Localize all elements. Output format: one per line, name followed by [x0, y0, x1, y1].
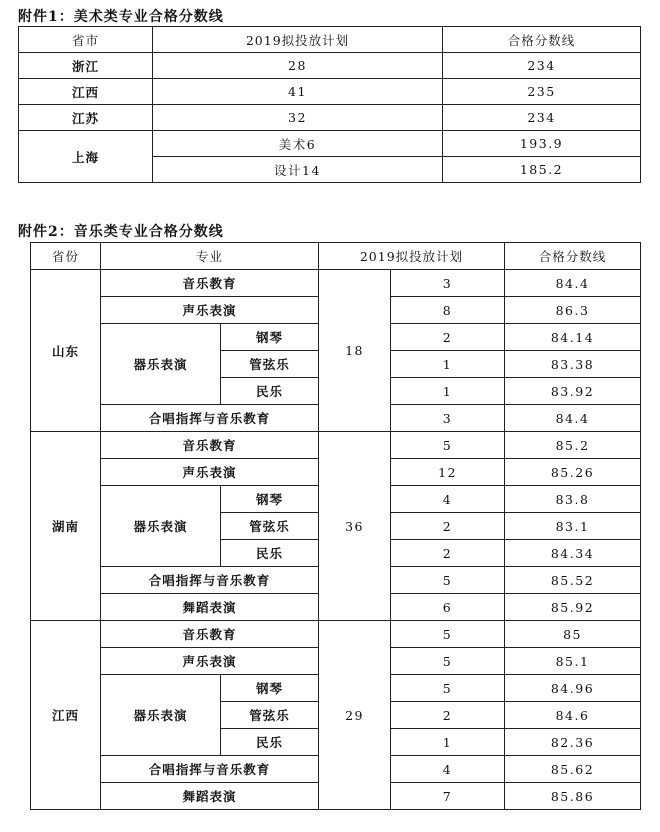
- major-cell: 合唱指挥与音乐教育: [101, 405, 319, 432]
- province-cell: 山东: [31, 270, 101, 432]
- score-cell: 84.4: [505, 270, 641, 297]
- plan-cell: 美术6: [153, 131, 443, 157]
- major-cell: 舞蹈表演: [101, 594, 319, 621]
- plan-cell: 7: [391, 783, 505, 810]
- plan-cell: 4: [391, 486, 505, 513]
- plan-cell: 2: [391, 513, 505, 540]
- score-cell: 84.4: [505, 405, 641, 432]
- score-cell: 234: [443, 53, 641, 79]
- plan-cell: 3: [391, 270, 505, 297]
- header-province: 省份: [31, 243, 101, 270]
- score-cell: 84.14: [505, 324, 641, 351]
- plan-cell: 3: [391, 405, 505, 432]
- major-cell: 音乐教育: [101, 270, 319, 297]
- score-cell: 85.86: [505, 783, 641, 810]
- sub-major-cell: 民乐: [221, 540, 319, 567]
- province-cell: 江苏: [19, 105, 153, 131]
- major-cell: 声乐表演: [101, 297, 319, 324]
- table-row: [31, 432, 641, 459]
- sub-major-cell: 钢琴: [221, 675, 319, 702]
- province-cell: 湖南: [31, 432, 101, 621]
- score-cell: 193.9: [443, 131, 641, 157]
- music-score-table: [30, 242, 641, 810]
- score-cell: 84.6: [505, 702, 641, 729]
- header-plan: 2019拟投放计划: [319, 243, 505, 270]
- score-cell: 86.3: [505, 297, 641, 324]
- province-cell: 江西: [19, 79, 153, 105]
- score-cell: 235: [443, 79, 641, 105]
- score-cell: 85.52: [505, 567, 641, 594]
- major-cell: 音乐教育: [101, 432, 319, 459]
- sub-major-cell: 钢琴: [221, 324, 319, 351]
- table-row: [19, 131, 641, 157]
- header-province: 省市: [19, 27, 153, 53]
- province-cell: 江西: [31, 621, 101, 810]
- score-cell: 82.36: [505, 729, 641, 756]
- score-cell: 85.1: [505, 648, 641, 675]
- sub-major-cell: 管弦乐: [221, 702, 319, 729]
- major-cell: 声乐表演: [101, 459, 319, 486]
- score-cell: 85.92: [505, 594, 641, 621]
- major-cell: 音乐教育: [101, 621, 319, 648]
- plan-cell: 12: [391, 459, 505, 486]
- table2-title: 附件2：音乐类专业合格分数线: [18, 224, 224, 240]
- table-row: [19, 53, 641, 79]
- plan-cell: 32: [153, 105, 443, 131]
- sub-major-cell: 民乐: [221, 729, 319, 756]
- major-cell: 合唱指挥与音乐教育: [101, 567, 319, 594]
- plan-cell: 5: [391, 648, 505, 675]
- major-cell: 合唱指挥与音乐教育: [101, 756, 319, 783]
- plan-cell: 5: [391, 675, 505, 702]
- sub-major-cell: 民乐: [221, 378, 319, 405]
- sub-major-cell: 钢琴: [221, 486, 319, 513]
- score-cell: 83.8: [505, 486, 641, 513]
- header-plan: 2019拟投放计划: [153, 27, 443, 53]
- score-cell: 84.96: [505, 675, 641, 702]
- table-row: [31, 621, 641, 648]
- plan-cell: 2: [391, 702, 505, 729]
- score-cell: 185.2: [443, 157, 641, 183]
- major-cell: 器乐表演: [101, 486, 221, 567]
- plan-cell: 1: [391, 729, 505, 756]
- major-cell: 舞蹈表演: [101, 783, 319, 810]
- province-cell: 浙江: [19, 53, 153, 79]
- plan-cell: 4: [391, 756, 505, 783]
- plan-cell: 5: [391, 621, 505, 648]
- plan-cell: 设计14: [153, 157, 443, 183]
- plan-cell: 2: [391, 324, 505, 351]
- art-score-table: [18, 26, 641, 183]
- score-cell: 85.26: [505, 459, 641, 486]
- score-cell: 85.62: [505, 756, 641, 783]
- table1-title: 附件1：美术类专业合格分数线: [18, 9, 224, 25]
- major-cell: 器乐表演: [101, 675, 221, 756]
- table-row: [19, 105, 641, 131]
- table-header-row: [31, 243, 641, 270]
- total-plan-cell: 18: [319, 270, 391, 432]
- plan-cell: 6: [391, 594, 505, 621]
- major-cell: 器乐表演: [101, 324, 221, 405]
- score-cell: 83.38: [505, 351, 641, 378]
- total-plan-cell: 29: [319, 621, 391, 810]
- plan-cell: 5: [391, 432, 505, 459]
- header-score: 合格分数线: [505, 243, 641, 270]
- table-row: [31, 270, 641, 297]
- sub-major-cell: 管弦乐: [221, 351, 319, 378]
- plan-cell: 41: [153, 79, 443, 105]
- plan-cell: 5: [391, 567, 505, 594]
- plan-cell: 1: [391, 378, 505, 405]
- score-cell: 234: [443, 105, 641, 131]
- score-cell: 84.34: [505, 540, 641, 567]
- table-row: [19, 79, 641, 105]
- header-major: 专业: [101, 243, 319, 270]
- province-cell: 上海: [19, 131, 153, 183]
- score-cell: 85: [505, 621, 641, 648]
- plan-cell: 2: [391, 540, 505, 567]
- major-cell: 声乐表演: [101, 648, 319, 675]
- score-cell: 85.2: [505, 432, 641, 459]
- plan-cell: 8: [391, 297, 505, 324]
- header-score: 合格分数线: [443, 27, 641, 53]
- score-cell: 83.1: [505, 513, 641, 540]
- table-header-row: [19, 27, 641, 53]
- score-cell: 83.92: [505, 378, 641, 405]
- total-plan-cell: 36: [319, 432, 391, 621]
- plan-cell: 1: [391, 351, 505, 378]
- plan-cell: 28: [153, 53, 443, 79]
- sub-major-cell: 管弦乐: [221, 513, 319, 540]
